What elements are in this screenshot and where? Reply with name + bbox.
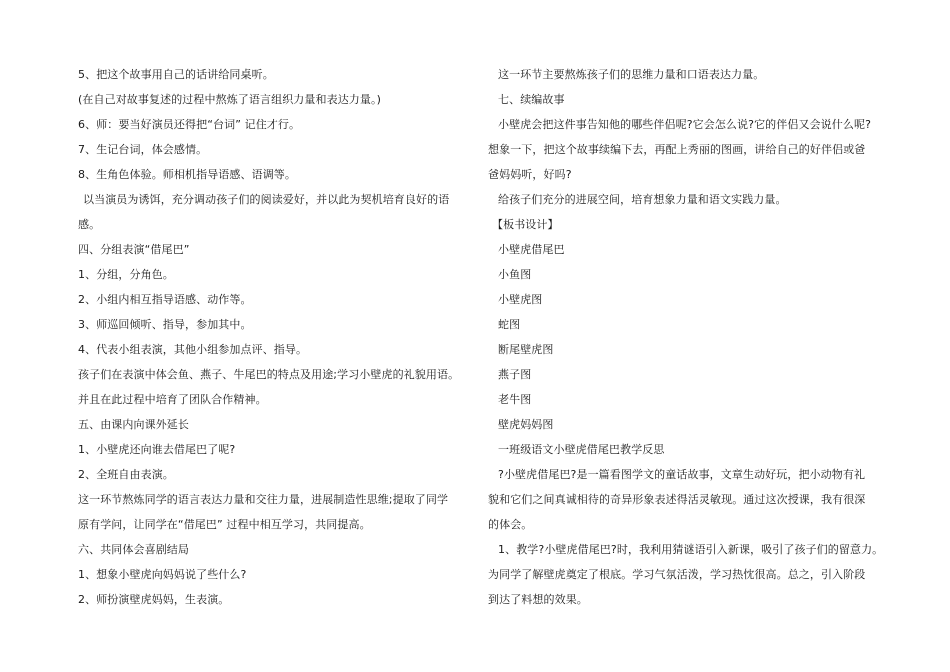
section-heading: 七、续编故事 <box>498 93 565 106</box>
text-line: 4、代表小组表演，其他小组参加点评、指导。 <box>78 343 308 356</box>
text-line: 1、想象小壁虎向妈妈说了些什么? <box>78 568 247 581</box>
text-line: 1、分组，分角色。 <box>78 268 174 281</box>
text-line: 貌和它们之间真诚相待的奇异形象表述得活灵敏现。通过这次授课，我有很深 <box>488 493 866 506</box>
text-line: 7、生记台词，体会感情。 <box>78 143 208 156</box>
section-heading: 四、分组表演“借尾巴” <box>78 243 190 256</box>
text-line: 为同学了解壁虎奠定了根底。学习气氛活泼，学习热忱很高。总之，引入阶段 <box>488 568 866 581</box>
text-line: (在自己对故事复述的过程中熬炼了语言组织力量和表达力量。) <box>78 93 381 106</box>
text-line: ?小壁虎借尾巴?是一篇看图学文的童话故事，文章生动好玩，把小动物有礼 <box>498 468 866 481</box>
text-line: 想象一下，把这个故事续编下去，再配上秀丽的图画，讲给自己的好伴侣或爸 <box>488 143 866 156</box>
text-line: 爸妈妈听，好吗? <box>488 168 572 181</box>
text-line: 1、教学?小壁虎借尾巴?时，我利用猜谜语引入新课，吸引了孩子们的留意力。 <box>498 543 884 556</box>
text-line: 原有学问，让同学在“借尾巴” 过程中相互学习，共同提高。 <box>78 518 371 531</box>
text-line: 的体会。 <box>488 518 533 531</box>
section-heading: 六、共同体会喜剧结局 <box>78 543 189 556</box>
text-line: 这一环节熬炼同学的语言表达力量和交往力量，进展制造性思维;提取了同学 <box>78 493 449 506</box>
board-item: 燕子图 <box>498 368 532 381</box>
text-line: 2、师扮演壁虎妈妈，生表演。 <box>78 593 230 606</box>
text-line: 5、把这个故事用自己的话讲给同桌听。 <box>78 68 274 81</box>
board-item: 蛇图 <box>498 318 521 331</box>
text-line: 小壁虎会把这件事告知他的哪些伴侣呢?它会怎么说?它的伴侣又会说什么呢? <box>498 118 872 131</box>
section-heading: 五、由课内向课外延长 <box>78 418 189 431</box>
board-item: 断尾壁虎图 <box>498 343 554 356</box>
text-line: 2、全班自由表演。 <box>78 468 174 481</box>
right-column <box>488 62 888 612</box>
board-design-heading: 【板书设计】 <box>492 218 559 231</box>
text-line: 给孩子们充分的进展空间，培育想象力量和语文实践力量。 <box>498 193 787 206</box>
text-line: 以当演员为诱饵，充分调动孩子们的阅读爱好，并以此为契机培育良好的语 <box>83 193 450 206</box>
text-line: 并且在此过程中培育了团队合作精神。 <box>78 393 267 406</box>
text-line: 感。 <box>78 218 101 231</box>
text-line: 1、小壁虎还向谁去借尾巴了呢? <box>78 443 236 456</box>
board-item: 小壁虎图 <box>498 293 543 306</box>
section-heading: 一班级语文小壁虎借尾巴教学反思 <box>498 443 665 456</box>
board-item: 小壁虎借尾巴 <box>498 243 565 256</box>
text-line: 孩子们在表演中体会鱼、燕子、牛尾巴的特点及用途;学习小壁虎的礼貌用语。 <box>78 368 460 381</box>
text-line: 2、小组内相互指导语感、动作等。 <box>78 293 252 306</box>
text-line: 这一环节主要熬炼孩子们的思维力量和口语表达力量。 <box>498 68 765 81</box>
text-line: 到达了料想的效果。 <box>488 593 588 606</box>
text-line: 8、生角色体验。师相机指导语感、语调等。 <box>78 168 296 181</box>
text-line: 6、师：要当好演员还得把“台词” 记住才行。 <box>78 118 301 131</box>
board-item: 壁虎妈妈图 <box>498 418 554 431</box>
left-column <box>78 62 468 612</box>
board-item: 小鱼图 <box>498 268 532 281</box>
text-line: 3、师巡回倾听、指导，参加其中。 <box>78 318 252 331</box>
board-item: 老牛图 <box>498 393 532 406</box>
